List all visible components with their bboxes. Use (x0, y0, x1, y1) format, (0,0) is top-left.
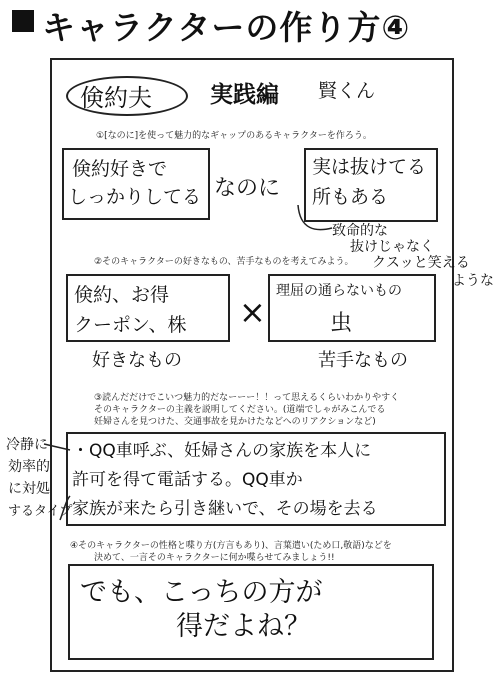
character-name: 倹約夫 (80, 84, 152, 112)
step3-note-curve (60, 496, 70, 520)
step2-dislikes-label: 苦手なもの (318, 350, 408, 371)
step2-likes-line2: クーポン、株 (74, 314, 187, 336)
step1-right-line1: 実は抜けてる (312, 156, 427, 178)
step4-instruction-line2: 決めて、一言そのキャラクターに何か喋らせてみましょう!! (94, 553, 335, 563)
step3-instruction-line1: ③読んだだけでこいつ魅力的だなーーー！！って思えるくらいわかりやすく (94, 393, 400, 403)
step3-instruction-line3: 妊婦さんを見つけた、交通事故を見かけたなどへのリアクションなど) (94, 417, 376, 427)
step3-answer-line1: ・QQ車呼ぶ、妊婦さんの家族を本人に (72, 441, 372, 461)
step2-times-icon: × (239, 293, 266, 331)
step3-side-note-line3: に対処 (8, 481, 50, 497)
step1-note-line4: ような (452, 273, 494, 289)
step1-left-line2: しっかりしてる (68, 186, 202, 208)
step4-answer-line1: でも、こっちの方が (80, 577, 323, 608)
step1-note-arrow (298, 205, 332, 230)
section-title: 実践編 (210, 82, 279, 108)
step3-side-note-line4: するタイプ (8, 504, 73, 519)
step4-instruction-line1: ④そのキャラクターの性格と喋り方(方言もあり)、言葉遣い(ため口,敬語)などを (70, 541, 392, 551)
step2-instruction: ②そのキャラクターの好きなもの、苦手なものを考えてみよう。 (94, 257, 354, 267)
step2-dislikes-main: 虫 (330, 311, 353, 336)
step2-likes-line1: 倹約、お得 (74, 284, 170, 306)
step1-instruction: ①[なのに]を使って魅力的なギャップのあるキャラクターを作ろう。 (96, 131, 372, 141)
step3-answer-line3: 家族が来たら引き継いで、その場を去る (72, 499, 378, 519)
step2-dislikes-top: 理屈の通らないもの (276, 283, 402, 299)
author-name: 賢くん (318, 80, 376, 102)
step1-right-line2: 所もある (312, 186, 389, 208)
step4-answer-line2: 得だよね？ (176, 611, 311, 642)
page-title: キャラクターの作り方④ (42, 8, 411, 47)
step1-note-line3: クスッと笑える (372, 255, 470, 271)
step1-connector: なのに (214, 176, 281, 201)
step3-instruction-line2: そのキャラクターの主義を説明してください。(道端でしゃがみこんでる (94, 405, 386, 415)
step1-note-line2: 抜けじゃなく (350, 239, 434, 255)
step3-answer-line2: 許可を得て電話する。QQ車か (72, 470, 303, 490)
step3-side-note-line2: 効率的 (8, 459, 50, 475)
step2-likes-label: 好きなもの (92, 350, 182, 371)
step3-side-note-line1: 冷静に (6, 437, 48, 453)
step1-note-line1: 致命的な (332, 223, 388, 239)
step3-note-arrow (44, 444, 70, 450)
step1-left-line1: 倹約好きで (72, 158, 168, 180)
